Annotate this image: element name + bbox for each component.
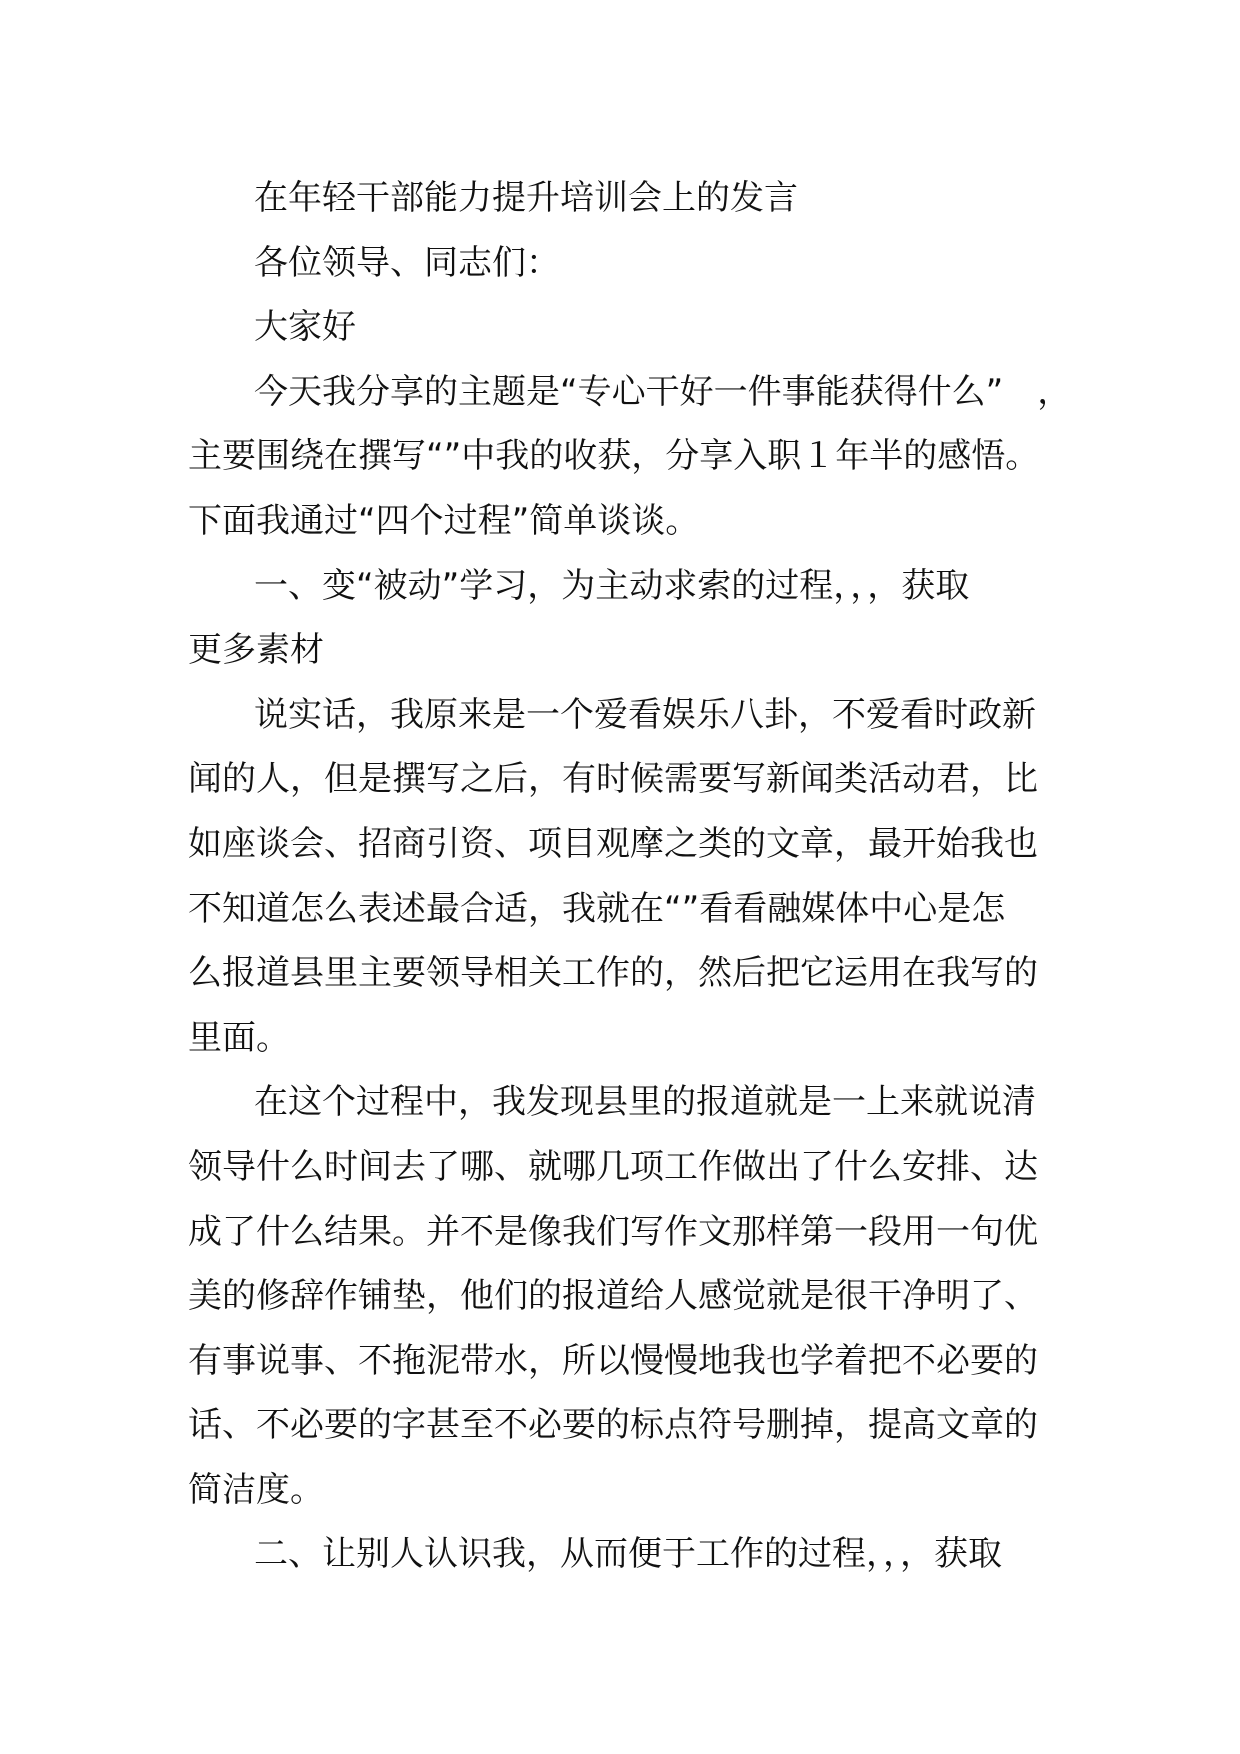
text-line: 闻的人，但是撰写之后，有时候需要写新闻类活动君，比: [188, 759, 1038, 800]
text-line: 今天我分享的主题是“专心干好一件事能获得什么” ，: [254, 371, 1072, 412]
document-title: 在年轻干部能力提升培训会上的发言: [254, 178, 798, 218]
document-page: [188, 166, 1072, 1587]
text-line: 美的修辞作铺垫，他们的报道给人感觉就是很干净明了、: [188, 1276, 1038, 1317]
text-line: 里面。: [188, 1017, 290, 1058]
salutation-line: 各位领导、同志们：: [254, 242, 560, 283]
text-line: 简洁度。: [188, 1469, 324, 1510]
text-line: 更多素材: [188, 630, 324, 671]
text-line: 领导什么时间去了哪、就哪几项工作做出了什么安排、达: [188, 1146, 1038, 1187]
text-line: 在这个过程中，我发现县里的报道就是一上来就说清: [254, 1082, 1036, 1123]
text-line: 话、不必要的字甚至不必要的标点符号删掉，提高文章的: [188, 1405, 1038, 1446]
greeting-line: 大家好: [254, 307, 356, 348]
text-line: 如座谈会、招商引资、项目观摩之类的文章，最开始我也: [188, 823, 1038, 864]
text-line: 成了什么结果。并不是像我们写作文那样第一段用一句优: [188, 1211, 1038, 1252]
text-line: 么报道县里主要领导相关工作的，然后把它运用在我写的: [188, 953, 1038, 994]
text-line: 说实话，我原来是一个爱看娱乐八卦，不爱看时政新: [254, 694, 1036, 735]
section-heading-2: 二、让别人认识我，从而便于工作的过程，，，获取: [254, 1534, 1002, 1575]
text-line: 主要围绕在撰写“”中我的收获，分享入职１年半的感悟。: [188, 436, 1040, 477]
text-line: 下面我通过“四个过程”简单谈谈。: [188, 500, 700, 541]
section-heading-1: 一、变“被动”学习，为主动求索的过程，，，获取: [254, 565, 970, 606]
text-line: 不知道怎么表述最合适，我就在“”看看融媒体中心是怎: [188, 888, 1006, 929]
text-line: 有事说事、不拖泥带水，所以慢慢地我也学着把不必要的: [188, 1340, 1038, 1381]
